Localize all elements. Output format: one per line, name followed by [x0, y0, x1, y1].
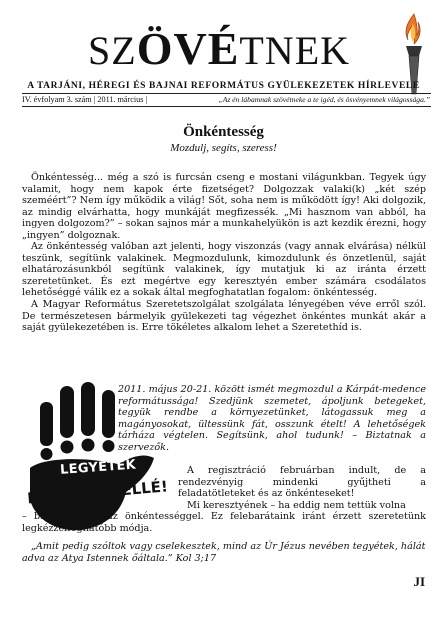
- divider: [22, 106, 431, 107]
- registration-text: [178, 465, 426, 511]
- divider: [22, 93, 431, 94]
- paragraph: A Magyar Református Szeretetszolgálat szolgálata lényegében véve erről szól. De természetesen bármelyik gyülekezeti tag végezhet önkéntes munkát akár a saját gyülekezetében is. Erre tökéletes alkalom lehet a Szeretethíd is.: [22, 299, 426, 334]
- event-paragraph: 2011. május 20-21. között ismét megmozdul a Kárpát-medence reformátussága! Szedjünk szemetet, ápoljunk betegeket, tegyük rendbe a környezetünket, látogassuk meg a magányosokat, ültessünk fát, osszunk ételt! A lehetőségek tárháza végtelen. Segítsünk, ahol tudunk! – Biztatnak a szervezők.: [118, 384, 426, 453]
- issue-info: IV. évfolyam 3. szám | 2011. március |: [22, 95, 148, 104]
- paragraph: Az önkéntesség valóban azt jelenti, hogy viszonzás (vagy annak elvárása) nélkül teszünk, segítünk valakinek. Megmozdulunk, kimozdulunk és önzetlenül, saját elhatározásunkból segítünk valakinek, így mutatjuk ki az iránta érzett szeretetünket. És ezt megértve egy keresztyén ember számára csodálatos lehetőséggé válik ez a sokak által megfoghatatlan fogalom: önkéntesség.: [22, 241, 426, 299]
- poster-line-1: LEGYETEK: [59, 457, 137, 478]
- newsletter-subtitle: A TARJÁNI, HÉREGI ÉS BAJNAI REFORMÁTUS GYÜLEKEZETEK HÍRLEVELE: [27, 81, 420, 91]
- masthead: [0, 0, 447, 110]
- motto: „Az én lábamnak szövétneke a te igéd, és ösvényemnek világossága.”: [218, 95, 430, 104]
- article-title: Önkéntesség: [183, 124, 264, 140]
- newsletter-title: [88, 22, 350, 75]
- title-part-2: ÖVÉ: [136, 23, 240, 74]
- author-signature: JI: [413, 574, 425, 589]
- poster-line-2: FELKIÁLTÓJELLÉ!: [26, 477, 169, 508]
- paragraph: A regisztráció februárban indult, de a rendezvényig mindenki gyűjtheti a feladatötleteket és az önkénteseket!: [178, 465, 426, 500]
- closing-paragraph: – barátkozzunk az önkéntességgel. Ez felebarátaink iránt érzett szeretetünk legkézzelfoghatóbb módja.: [22, 511, 426, 534]
- paragraph: Önkéntesség... még a szó is furcsán cseng e mostani világunkban. Tegyek úgy valamit, hogy nem kapok érte fizetséget? Dolgozzak valaki(k) „két szép szeméért”? Nem így működik a világ! Sőt, soha nem is működött így! Aki dolgozik, az mindig elvárhatta, hogy munkáját megfizessék. „Mi hasznom van abból, ha ingyen dolgozom?” – sokan sajnos már a munkahelyükön is azt kezdik érezni, hogy „ingyen” dolgoznak.: [22, 172, 426, 241]
- title-part-1: SZ: [88, 28, 137, 73]
- article-subtitle: Mozdulj, segíts, szeress!: [170, 142, 277, 154]
- bible-quote: „Amit pedig szóltok vagy cselekesztek, mind az Úr Jézus nevében tegyétek, hálát adva az Atya Istennek őáltala.” Kol 3;17: [22, 541, 426, 564]
- article-body: [22, 172, 426, 334]
- paragraph: Mi keresztyének – ha eddig nem tettük volna: [187, 499, 406, 511]
- title-part-3: TNEK: [239, 28, 351, 73]
